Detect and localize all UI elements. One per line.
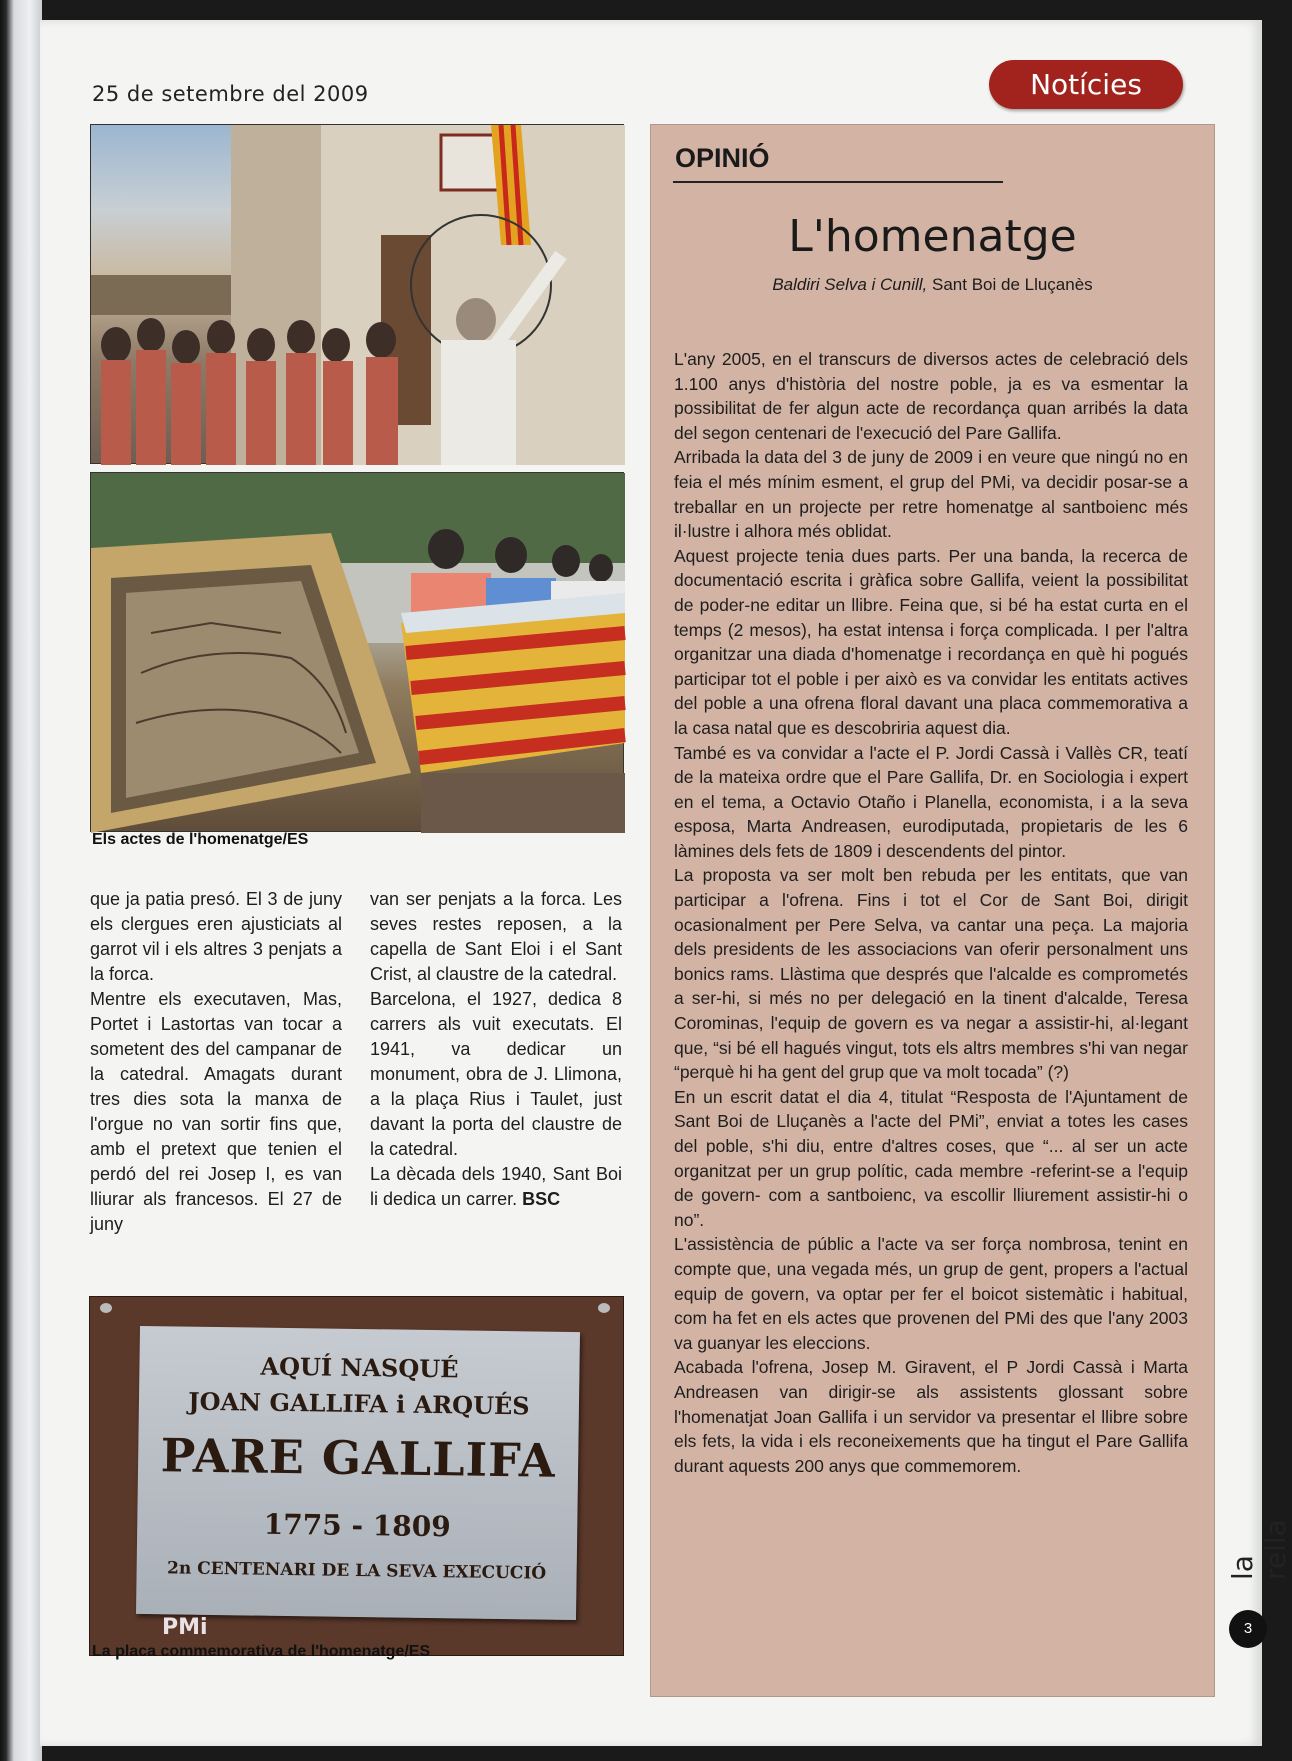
plaque-years: 1775 - 1809 [263,1507,451,1544]
opinion-body [674,347,1188,1478]
opinion-box [650,124,1215,1697]
opinion-paragraph: L'any 2005, en el transcurs de diversos actes de celebració dels 1.100 anys d'història del nostre poble, ja es va esmentar la possibilitat de fer algun acte de recordança quan arribés la data del segon centenari de l'execució del Pare Gallifa. [674,349,1188,443]
photo-homage-act [90,472,624,832]
screw-icon [598,1303,610,1313]
opinion-section-label: OPINIÓ [675,143,770,173]
article-paragraph [370,1162,622,1212]
article-paragraph: Mentre els executaven, Mas, Portet i Lastortas van tocar a sometent des del campanar de la catedral. Amagats durant tres dies sota la manxa de l'orgue no van sortir fins que, amb el pretext que tenien el perdó del rei Josep I, es van lliurar als francesos. El 27 de juny [90,989,342,1234]
photo-homage-act-image [91,473,625,833]
plaque-name: PARE GALLIFA [160,1428,557,1488]
plaque-badge: PMi [162,1615,208,1640]
page-number: 3 [1229,1610,1267,1648]
article-column-2 [370,887,622,1212]
photo-caption: Els actes de l'homenatge/ES [92,831,309,848]
section-label: Notícies [989,60,1183,109]
opinion-paragraph: Acabada l'ofrena, Josep M. Giravent, el P Jordi Cassà i Marta Andreasen van dirigir-se als assistents glossant sobre l'homenatjat Joan Gallifa i un servidor va presentar el llibre sobre els fets, la vida i els reconeixements que ha tingut el Pare Gallifa durant aquests 200 anys que commemorem. [674,1357,1188,1476]
opinion-byline [651,275,1214,295]
photo-plaque-unveiling [90,124,624,464]
opinion-paragraph: Arribada la data del 3 de juny de 2009 i en veure que ningú no en feia el més mínim esment, el grup del PMi, va decidir posar-se a treballar en un projecte per retre homenatge al santboienc més il·lustre i alhora més oblidat. [674,447,1188,542]
opinion-paragraph: També es va convidar a l'acte el P. Jordi Cassà i Vallès CR, teatí de la mateixa ordre que el Pare Gallifa, Dr. en Sociologia i expert en el tema, a Octavio Otaño i Planella, economista, i a la seva esposa, Marta Andreasen, eurodiputada, propietaris de les 6 làmines dels fets de 1809 i descendents del pintor. [674,742,1188,861]
binding-edge [0,0,42,1761]
opinion-paragraph: La proposta va ser molt ben rebuda per les entitats, que van participar a l'ofrena. Fins i tot el Cor de Sant Boi, dirigit ocasionalment per Pere Selva, va cantar una peça. La majoria dels presidents de les associacions van oferir personalment uns bonics rams. Llàstima que després que l'alcalde es comprometés a ser-hi, si més no per delegació en la tinent d'alcalde, Teresa Corominas, l'equip de govern es va negar a assistir-hi, al·legant que, “si bé ell hagués vingut, tots els altrs membres s'hi van negar “perquè hi ha gent del grup que va molt tocada” (?) [674,865,1188,1083]
commemorative-plaque [136,1326,580,1620]
opinion-author: Baldiri Selva i Cunill, [772,275,928,294]
plaque-line: 2n CENTENARI DE LA SEVA EXECUCIÓ [166,1558,547,1584]
photo-caption: La placa commemorativa de l'homenatge/ES [92,1643,431,1660]
plaque-line: AQUÍ NASQUÉ [260,1351,459,1384]
article-paragraph: van ser penjats a la forca. Les seves restes reposen, a la capella de Sant Eloi i el Sant Crist, al claustre de la catedral. [370,889,622,984]
magazine-page [40,20,1292,1746]
opinion-paragraph: Aquest projecte tenia dues parts. Per una banda, la recerca de documentació escrita i gràfica sobre Gallifa, veient la possibilitat de poder-ne editar un llibre. Feina que, si bé ha estat curta en el temps (2 mesos), ha estat intensa i força complicada. I per l'altra organitzar una diada d'homenatge i recordança en què hi pogués participar tot el poble i per això es va convidar les entitats actives del poble a una ofrena floral davant una placa commemorativa a la casa natal que es descobriria aquest dia. [674,545,1188,738]
article-paragraph-text: La dècada dels 1940, Sant Boi li dedica un carrer. [370,1164,622,1209]
article-signature: BSC [522,1189,561,1209]
issue-date: 25 de setembre del 2009 [92,82,369,106]
divider [673,181,1003,183]
photo-plaque-unveiling-image [91,125,625,465]
article-paragraph: Barcelona, el 1927, dedica 8 carrers als vuit executats. El 1941, va dedicar un monument, obra de J. Llimona, a la plaça Rius i Taulet, just davant la porta del claustre de la catedral. [370,989,622,1159]
photo-commemorative-plaque [89,1296,624,1656]
opinion-paragraph: En un escrit datat el dia 4, titulat “Resposta de l'Ajuntament de Sant Boi de Lluçanès a l'acte del PMi”, enviat a totes les cases del poble, s'hi diu, entre d'altres coses, que “... al ser un acte organitzat per un grup polític, cada membre -referint-se a l'equip de govern- com a santboienc, va escollir lliurement assistir-hi o no”. [674,1086,1188,1230]
opinion-place: Sant Boi de Lluçanès [932,275,1093,294]
magazine-title: la rella [1226,1519,1292,1580]
article-paragraph: que ja patia presó. El 3 de juny els clergues eren ajusticiats al garrot vil i els altres 3 penjats a la forca. [90,889,342,984]
plaque-line: JOAN GALLIFA i ARQUÉS [188,1386,530,1421]
screw-icon [100,1303,112,1313]
opinion-paragraph: L'assistència de públic a l'acte va ser força nombrosa, tenint en compte que, una vegada més, un grup de gent, propers a l'actual equip de govern, va optar per fer el boicot sistemàtic i habitual, com ha fet en els actes que provenen del PMi des que l'any 2003 va guanyar les eleccions. [674,1234,1188,1353]
opinion-title: L'homenatge [788,211,1077,262]
article-column-1 [90,887,342,1237]
